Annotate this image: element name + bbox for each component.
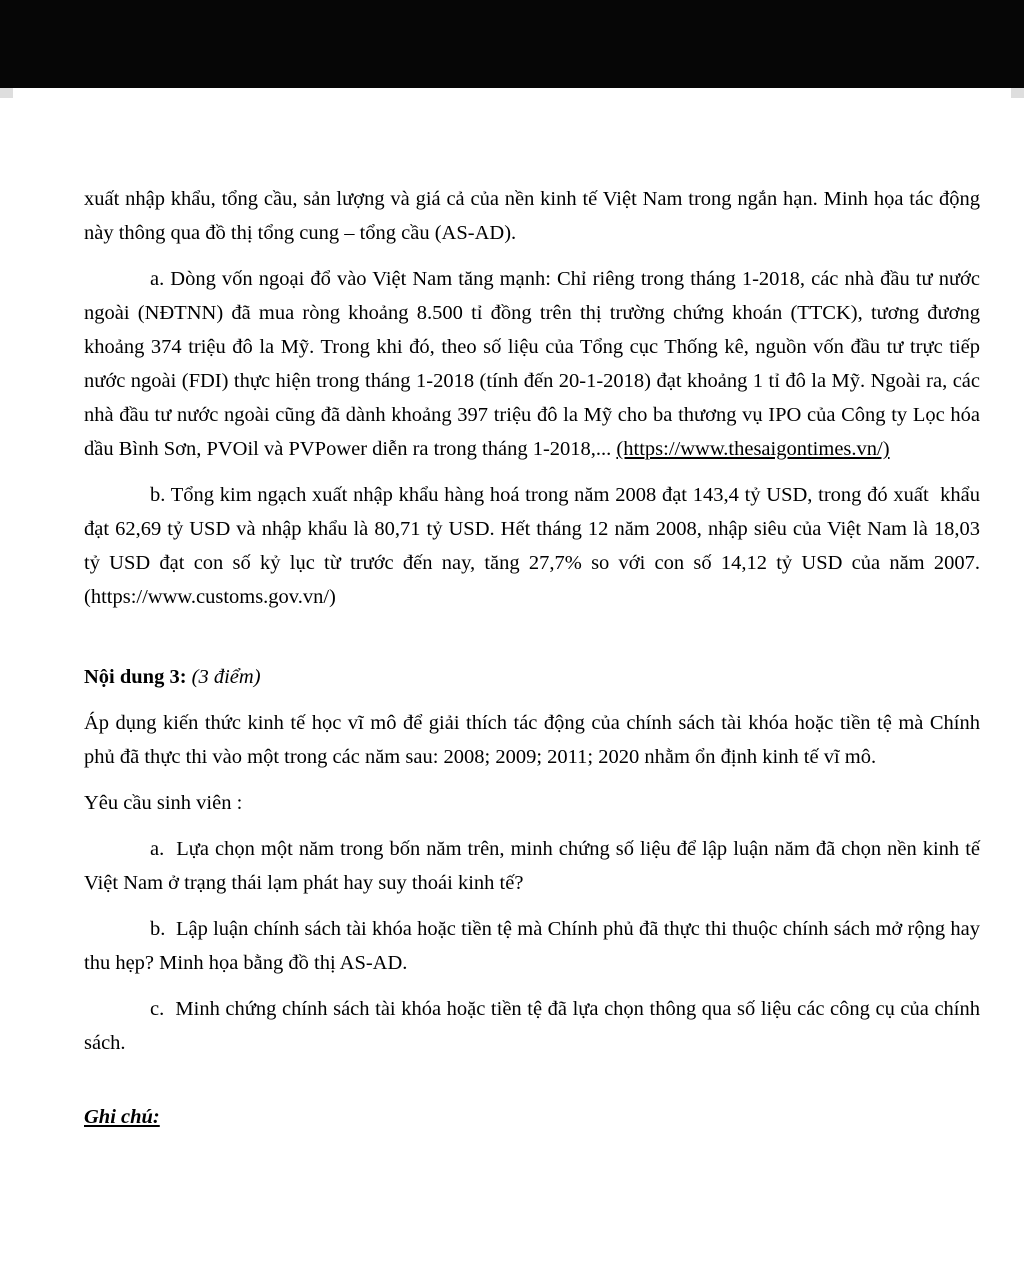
- page-gap-right-block: [1011, 88, 1024, 98]
- note-heading: Ghi chú:: [84, 1106, 160, 1128]
- section-3-item-a: a. Lựa chọn một năm trong bốn năm trên, minh chứng số liệu để lập luận năm đã chọn nền kinh tế Việt Nam ở trạng thái lạm phát hay suy thoái kinh tế?: [84, 838, 980, 894]
- paragraph-item-a: [84, 262, 980, 466]
- intro-paragraph: xuất nhập khẩu, tổng cầu, sản lượng và giá cả của nền kinh tế Việt Nam trong ngắn hạn. Minh họa tác động này thông qua đồ thị tổng cung – tổng cầu (AS-AD).: [84, 188, 980, 244]
- previous-page-dark-area: [0, 0, 1024, 88]
- thesaigontimes-link[interactable]: (https://www.thesaigontimes.vn/): [616, 438, 890, 460]
- page-gap-left-block: [0, 88, 13, 98]
- section-3-points: (3 điểm): [191, 666, 261, 688]
- requirement-label: Yêu cầu sinh viên :: [84, 792, 243, 814]
- paragraph-item-b: b. Tổng kim ngạch xuất nhập khẩu hàng hoá trong năm 2008 đạt 143,4 tỷ USD, trong đó xuất khẩu đạt 62,69 tỷ USD và nhập khẩu là 80,71 tỷ USD. Hết tháng 12 năm 2008, nhập siêu của Việt Nam là 18,03 tỷ USD đạt con số kỷ lục từ trước đến nay, tăng 27,7% so với con số 14,12 tỷ USD của năm 2007. (https://www.customs.gov.vn/): [84, 484, 980, 608]
- page-break-gap: [0, 88, 1024, 98]
- document-page: [0, 98, 1024, 1134]
- section-3-body: Áp dụng kiến thức kinh tế học vĩ mô để giải thích tác động của chính sách tài khóa hoặc tiền tệ mà Chính phủ đã thực thi vào một trong các năm sau: 2008; 2009; 2011; 2020 nhằm ổn định kinh tế vĩ mô.: [84, 712, 980, 768]
- section-3-heading-label: Nội dung 3:: [84, 666, 187, 688]
- section-3-item-c: c. Minh chứng chính sách tài khóa hoặc tiền tệ đã lựa chọn thông qua số liệu các công cụ của chính sách.: [84, 998, 980, 1054]
- section-3-item-b: b. Lập luận chính sách tài khóa hoặc tiền tệ mà Chính phủ đã thực thi thuộc chính sách mở rộng hay thu hẹp? Minh họa bằng đồ thị AS-AD.: [84, 918, 980, 974]
- section-3-heading: [84, 660, 980, 694]
- item-a-text: a. Dòng vốn ngoại đổ vào Việt Nam tăng mạnh: Chỉ riêng trong tháng 1-2018, các nhà đầu tư nước ngoài (NĐTNN) đã mua ròng khoảng 8.500 tỉ đồng trên thị trường chứng khoán (TTCK), tương đương khoảng 374 triệu đô la Mỹ. Trong khi đó, theo số liệu của Tổng cục Thống kê, nguồn vốn đầu tư trực tiếp nước ngoài (FDI) thực hiện trong tháng 1-2018 (tính đến 20-1-2018) đạt khoảng 1 tỉ đô la Mỹ. Ngoài ra, các nhà đầu tư nước ngoài cũng đã dành khoảng 397 triệu đô la Mỹ cho ba thương vụ IPO của Công ty Lọc hóa dầu Bình Sơn, PVOil và PVPower diễn ra trong tháng 1-2018,...: [84, 268, 980, 460]
